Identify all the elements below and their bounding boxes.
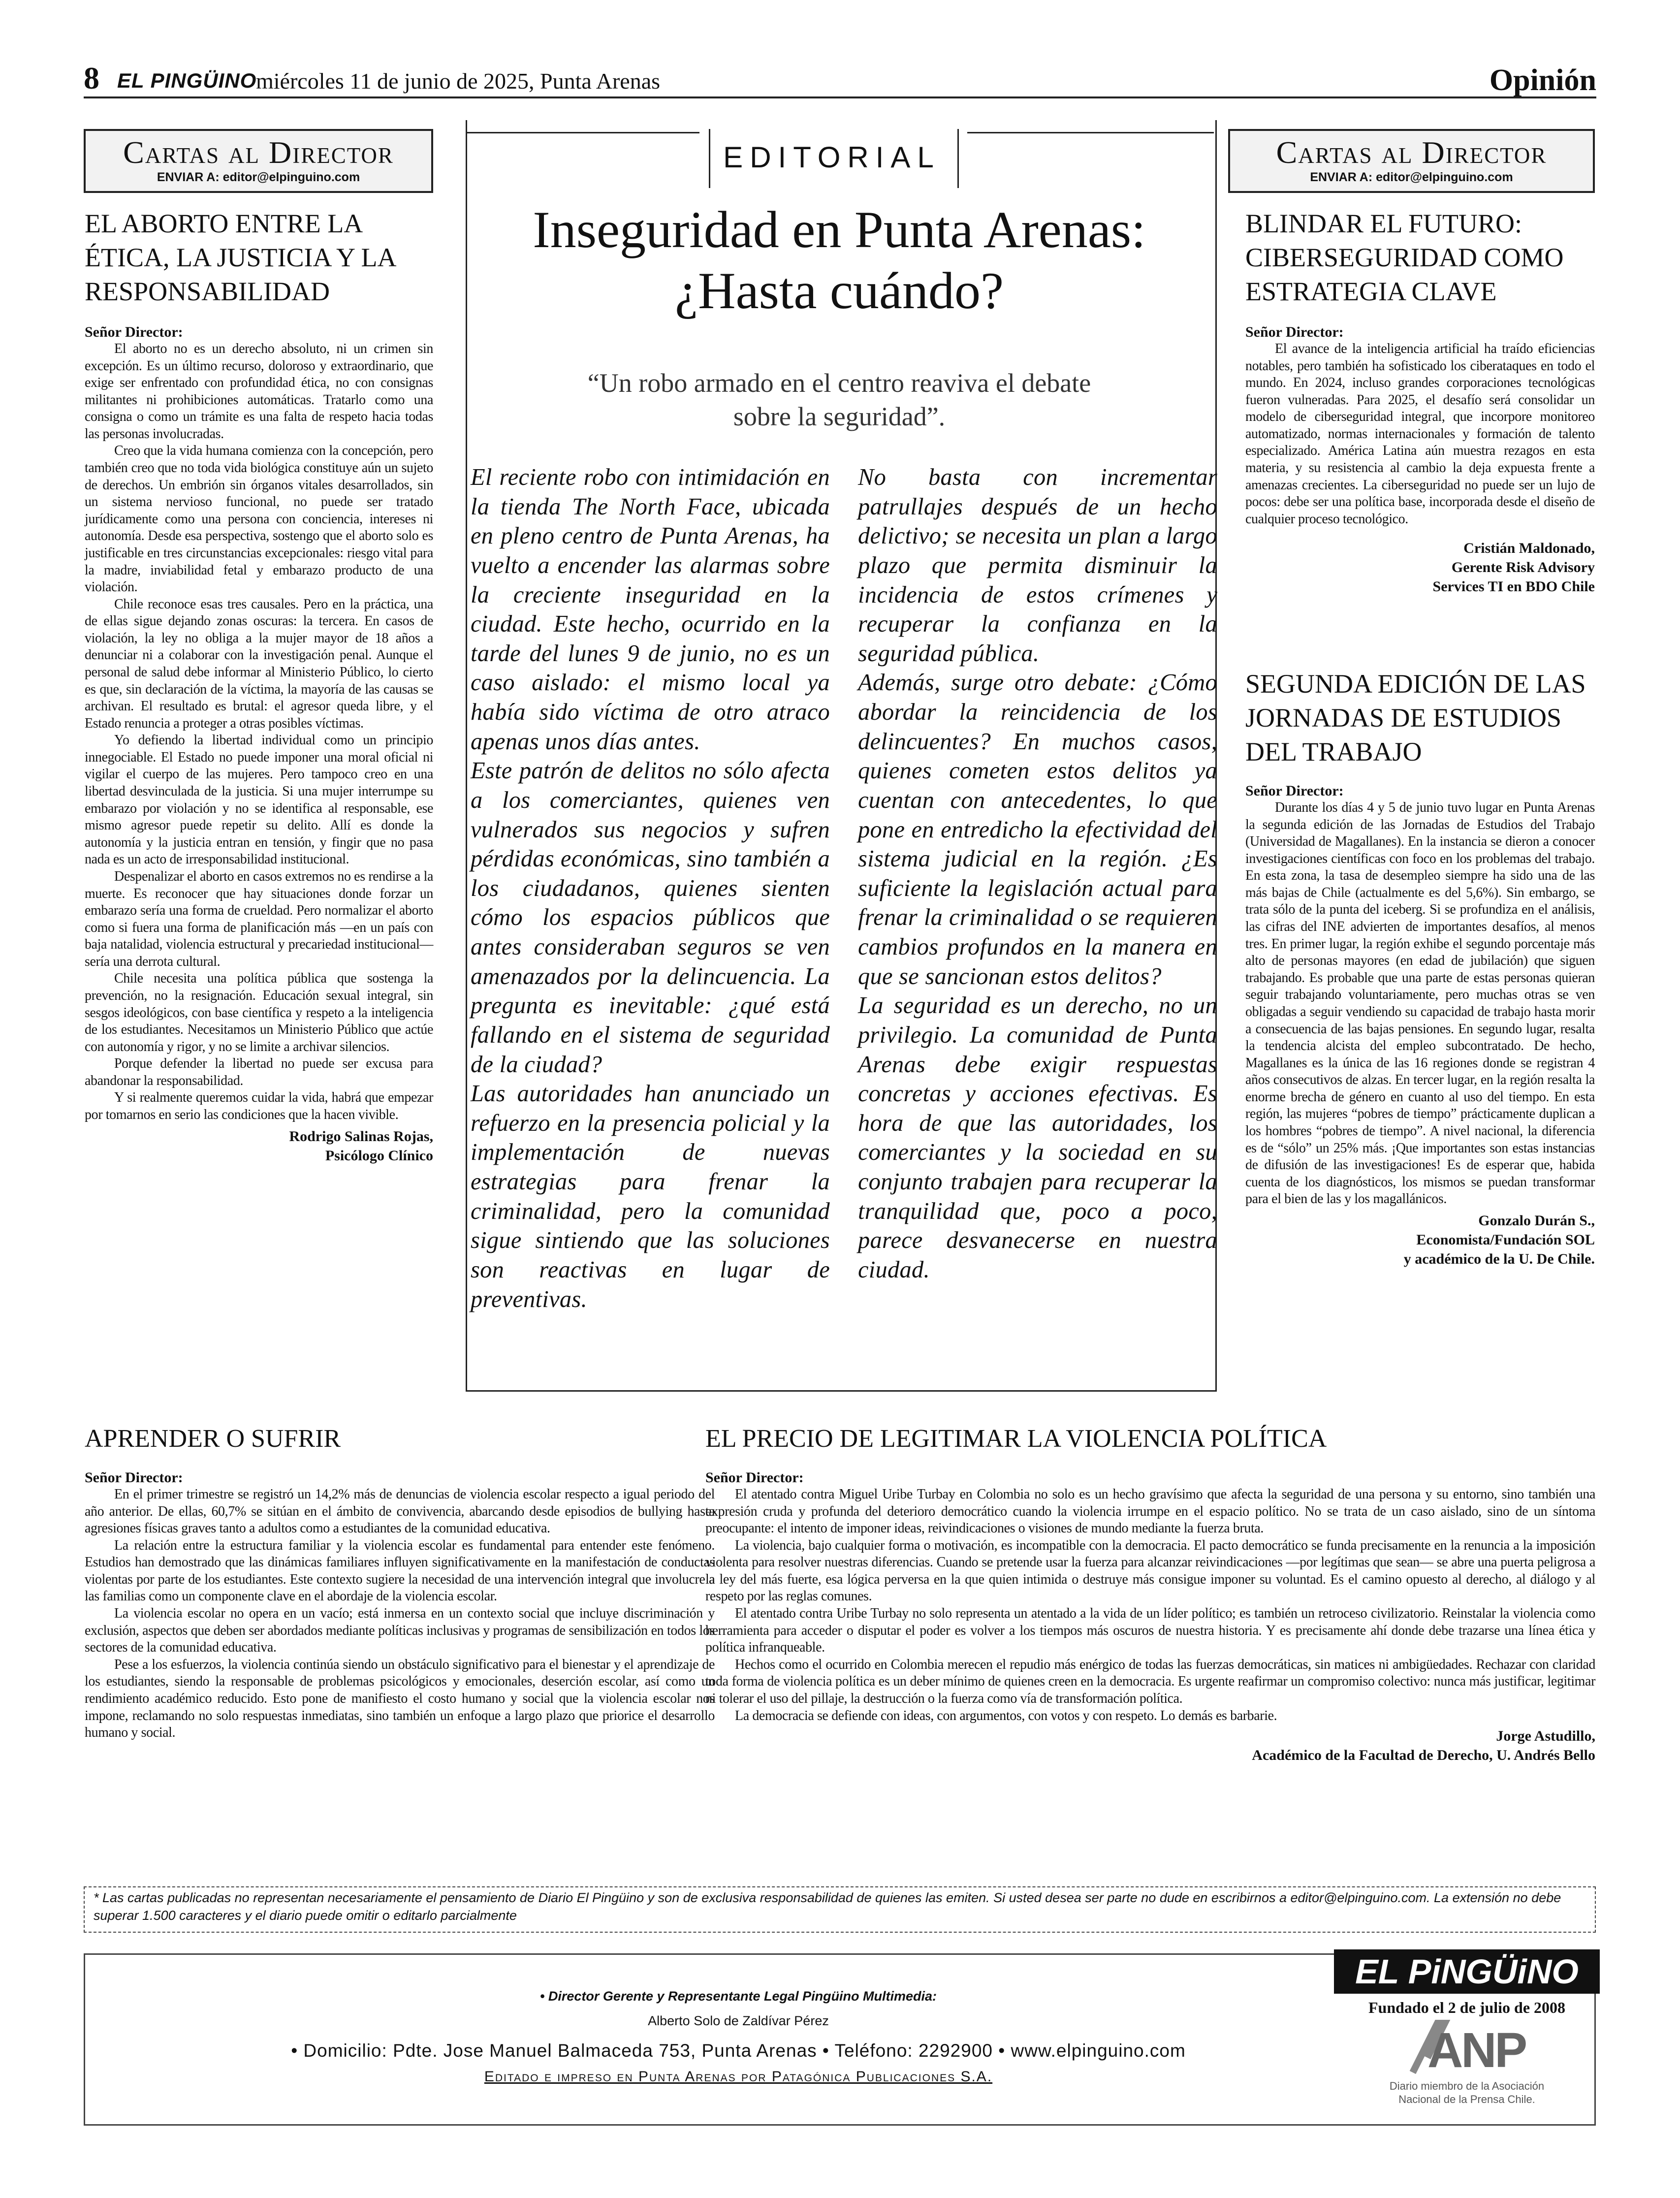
newspaper-logo: EL PINGÜINO xyxy=(117,69,257,92)
anp-logo-text: ANP xyxy=(1427,2023,1526,2078)
paragraph: En el primer trimestre se registró un 14,2% más de denuncias de violencia escolar respecto a igual periodo del año anterior. De ellas, 60,7% se sitúan en el ámbito de convivencia, abarcando desde episodios de bullying hasta agresiones físicas graves tanto a adultos como a estudiantes de la comunidad educativa. xyxy=(85,1487,715,1536)
signature-title: Gerente Risk Advisory xyxy=(1451,559,1595,576)
paragraph: Creo que la vida humana comienza con la concepción, pero también creo que no toda vida biológica constituye aún un sujeto de derechos. Un embrión sin órganos vitales desarrollados, sin un sistema nervioso funcional, no puede ser tratado jurídicamente como una persona con conciencia, intereses ni autonomía. Desde esa perspectiva, sostengo que el aborto solo es justificable en tres circunstancias excepcionales: riesgo vital para la madre, inviabilidad fetal y embarazo producto de una violación. xyxy=(85,443,433,595)
editorial-pull-quote: “Un robo armado en el centro reaviva el debate sobre la seguridad”. xyxy=(587,368,1091,431)
signature-title: Académico de la Facultad de Derecho, U. Andrés Bello xyxy=(1252,1747,1595,1764)
paragraph: Porque defender la libertad no puede ser excusa para abandonar la responsabilidad. xyxy=(85,1056,433,1088)
disclaimer: * Las cartas publicadas no representan necesariamente el pensamiento de Diario El Pingüino y son de exclusiva responsabilidad de quienes las emiten. Si usted desea ser parte no dude en escribirnos a editor@elpinguino.com. La extensión no debe superar 1.500 caracteres y el diario puede omitir o editarlo parcialmente xyxy=(84,1886,1596,1933)
paragraph: La seguridad es un derecho, no un privilegio. La comunidad de Punta Arenas debe exigir respuestas concretas y acciones efectivas. Es hora de que las autoridades, los comerciantes y la sociedad en su conjunto trabajen para recuperar la tranquilidad que, poco a poco, parece desvanecerse en nuestra ciudad. xyxy=(858,992,1217,1283)
letter-ciberseguridad xyxy=(1245,324,1595,596)
issue-date: miércoles 11 de junio de 2025, Punta Arenas xyxy=(256,68,661,94)
cartas-email: ENVIAR A: editor@elpinguino.com xyxy=(1310,170,1513,184)
anp-caption-2: Nacional de la Prensa Chile. xyxy=(1398,2093,1535,2105)
letter-jornadas xyxy=(1245,783,1595,1269)
editorial-column-2 xyxy=(858,463,1217,1285)
paragraph: Este patrón de delitos no sólo afecta a los comerciantes, quienes ven vulnerados sus negocios y sufren pérdidas económicas, sino también a los ciudadanos, quienes sienten cómo los espacios públicos que antes consideraban seguros se ven amenazados por la delincuencia. La pregunta es inevitable: ¿qué está fallando en el sistema de seguridad de la ciudad? xyxy=(471,758,830,1078)
salutation: Señor Director: xyxy=(85,1469,183,1486)
letter-headline: EL PRECIO DE LEGITIMAR LA VIOLENCIA POLÍTICA xyxy=(705,1425,1327,1453)
paragraph: Durante los días 4 y 5 de junio tuvo lugar en Punta Arenas la segunda edición de las Jornadas de Estudios del Trabajo (Universidad de Magallanes). En la instancia se dieron a conocer investigaciones científicas con foco en los problemas del trabajo. En esta zona, la tasa de desempleo siempre ha sido una de las más bajas de Chile (actualmente es del 5,6%). Sin embargo, se trata sólo de la punta del iceberg. Si se profundiza en el análisis, las cifras del INE advierten de importantes desafíos, al menos tres. En primer lugar, la región exhibe el segundo porcentaje más alto de personas mayores (en edad de jubilación) que siguen trabajando. Es probable que una parte de estas personas quieran seguir trabajando voluntariamente, pero muchas otras se ven obligadas a seguir vendiendo su capacidad de trabajo hasta morir a consecuencia de las bajas pensiones. En segundo lugar, resalta la tendencia alcista del empleo subcontratado. De hecho, Magallanes es la única de las 16 regiones donde se registran 4 años consecutivos de alzas. En tercer lugar, en la región resalta la enorme brecha de género en cuanto al uso del tiempo. En esta región, las mujeres “pobres de tiempo” prácticamente duplican a los hombres “pobres de tiempo”. A nivel nacional, la diferencia es de “sólo” un 25% más. ¡Que importantes son estas instancias de difusión de las investigaciones! Es de esperar que, habida cuenta de los diagnósticos, los mismos se puedan transformar para el bien de las y los magallánicos. xyxy=(1245,800,1595,1207)
page-number: 8 xyxy=(84,61,99,96)
letter-headline: BLINDAR EL FUTURO: CIBERSEGURIDAD COMO ESTRATEGIA CLAVE xyxy=(1245,209,1564,307)
editorial-rule-left xyxy=(466,132,699,133)
signature-title: Services TI en BDO Chile xyxy=(1432,578,1595,595)
cartas-title: Cartas al Director xyxy=(123,135,394,170)
paragraph: El atentado contra Uribe Turbay no solo representa un atentado a la vida de un líder político; es también un retroceso civilizatorio. Reinstalar la violencia como herramienta para acceder o disputar el poder es volver a los tiempos más oscuros de nuestra historia. Y es precisamente ahí donde debe trazarse una línea ética y política infranqueable. xyxy=(705,1606,1595,1656)
paragraph: Chile reconoce esas tres causales. Pero en la práctica, una de ellas sigue dejando zonas oscuras: la tercera. En casos de violación, la ley no obliga a la mujer mayor de 18 años a denunciar ni a colaborar con la investigación penal. Aunque el personal de salud debe informar al Ministerio Público, lo cierto es que, sin declaración de la víctima, la mayoría de las causas se archivan. El resultado es brutal: el agresor queda libre, y el Estado renuncia a proteger a otras posibles víctimas. xyxy=(85,596,433,731)
paragraph: El aborto no es un derecho absoluto, ni un crimen sin excepción. Es un último recurso, doloroso y extraordinario, que exige ser enfrentado con profundidad ética, no con consignas militantes ni prohibiciones automáticas. Tratarlo como una consigna o como un trámite es una falta de respeto hacia todas las personas involucradas. xyxy=(85,341,433,442)
letter-headline: APRENDER O SUFRIR xyxy=(85,1425,341,1453)
letter-aborto xyxy=(85,324,433,1165)
salutation: Señor Director: xyxy=(705,1469,804,1486)
paragraph: El reciente robo con intimidación en la tienda The North Face, ubicada en pleno centro de Punta Arenas, ha vuelto a encender las alarmas sobre la creciente inseguridad en la ciudad. Este hecho, ocurrido en la tarde del lunes 9 de junio, no es un caso aislado: el mismo local ya había sido víctima de otro atraco apenas unos días antes. xyxy=(471,464,830,755)
footer-address: • Domicilio: Pdte. Jose Manuel Balmaceda 753, Punta Arenas • Teléfono: 2292900 • www.elpinguino.com xyxy=(291,2040,1186,2061)
signature-title: Psicólogo Clínico xyxy=(325,1147,433,1164)
paragraph: Además, surge otro debate: ¿Cómo abordar la reincidencia de los delincuentes? En muchos casos, quienes cometen estos delitos ya cuentan con antecedentes, lo que pone en entredicho la efectividad del sistema judicial en la región. ¿Es suficiente la legislación actual para frenar la criminalidad o se requieren cambios profundos en la manera en que se sancionan estos delitos? xyxy=(858,669,1217,989)
header-rule xyxy=(84,96,1596,98)
paragraph: La democracia se defiende con ideas, con argumentos, con votos y con respeto. Lo demás es barbarie. xyxy=(735,1708,1277,1723)
footer-printer: Editado e impreso en Punta Arenas por Patagónica Publicaciones S.A. xyxy=(484,2069,993,2085)
salutation: Señor Director: xyxy=(85,324,183,340)
letter-headline: EL ABORTO ENTRE LA ÉTICA, LA JUSTICIA Y LA RESPONSABILIDAD xyxy=(85,209,395,307)
signature-title: Economista/Fundación SOL xyxy=(1416,1231,1595,1248)
footer-founded: Fundado el 2 de julio de 2008 xyxy=(1368,1999,1566,2016)
editorial-rule-right xyxy=(967,132,1214,133)
signature-name: Rodrigo Salinas Rojas, xyxy=(289,1128,433,1145)
editorial-title: Inseguridad en Punta Arenas: ¿Hasta cuándo? xyxy=(533,201,1146,320)
signature-title: y académico de la U. De Chile. xyxy=(1403,1250,1595,1267)
letter-body xyxy=(85,341,433,1124)
editorial-label-bar-right xyxy=(957,129,959,188)
paragraph: Yo defiendo la libertad individual como un principio innegociable. El Estado no puede imponer una moral oficial ni vigilar el cuerpo de las mujeres. Pero tampoco creo en una libertad desvinculada de la justicia. Si una mujer interrumpe su embarazo por violación y no se identifica al responsable, ese mismo agresor puede repetir su delito. Allí es donde la autonomía y la justicia entran en tensión, y fingir que no pasa nada es un acto de irresponsabilidad institucional. xyxy=(85,733,433,867)
letter-headline: SEGUNDA EDICIÓN DE LAS JORNADAS DE ESTUDIOS DEL TRABAJO xyxy=(1245,669,1586,767)
footer-director-name: Alberto Solo de Zaldívar Pérez xyxy=(648,2013,829,2028)
section-title: Opinión xyxy=(1489,64,1596,97)
paragraph: Pese a los esfuerzos, la violencia continúa siendo un obstáculo significativo para el bienestar y el aprendizaje de los estudiantes, siendo la responsable de problemas psicológicos y emocionales, deserción escolar, así como un rendimiento académico reducido. Esto pone de manifiesto el costo humano y social que la violencia escolar nos impone, reclamando no solo respuestas inmediatas, sino también un enfoque a largo plazo que priorice el desarrollo humano y social. xyxy=(85,1656,715,1741)
editorial-column-1 xyxy=(471,463,830,1314)
editorial-label: EDITORIAL xyxy=(723,141,941,174)
letter-violencia-politica xyxy=(705,1469,1595,1765)
paragraph: Despenalizar el aborto en casos extremos no es rendirse a la muerte. Es reconocer que hay situaciones donde forzar un embarazo sería una forma de crueldad. Pero normalizar el aborto como si fuera una forma de planificación más —en un país con baja natalidad, violencia estructural y precariedad institucional— sería una derrota cultural. xyxy=(85,868,433,969)
footer-logo: EL PiNGÜiNO xyxy=(1334,1949,1600,1994)
paragraph: Las autoridades han anunciado un refuerzo en la presencia policial y la implementación de nuevas estrategias para frenar la criminalidad, pero la comunidad sigue sintiendo que las soluciones son reactivas en lugar de preventivas. xyxy=(471,1081,830,1312)
paragraph: No basta con incrementar patrullajes después de un hecho delictivo; se necesita un plan a largo plazo que permita disminuir la incidencia de estos crímenes y recuperar la confianza en la seguridad pública. xyxy=(858,464,1217,667)
paragraph: El avance de la inteligencia artificial ha traído eficiencias notables, pero también ha sofisticado los ciberataques en todo el mundo. En 2024, incluso grandes corporaciones tecnológicas fueron vulneradas. Para 2025, el desafío será consolidar un modelo de ciberseguridad integral, que incorpore monitoreo automatizado, normas internacionales y formación de talento especializado. América Latina aún muestra rezagos en esta materia, y su resistencia al cambio la deja expuesta frente a amenazas crecientes. La ciberseguridad no puede ser un lujo de pocos: debe ser una política base, incorporada desde el diseño de cualquier proceso tecnológico. xyxy=(1245,341,1595,527)
paragraph: La violencia escolar no opera en un vacío; está inmersa en un contexto social que incluye discriminación y exclusión, aspectos que deben ser abordados mediante políticas inclusivas y programas de sensibilización en todos los sectores de la comunidad educativa. xyxy=(85,1606,715,1656)
salutation: Señor Director: xyxy=(1245,324,1344,340)
salutation: Señor Director: xyxy=(1245,783,1344,799)
cartas-email: ENVIAR A: editor@elpinguino.com xyxy=(157,170,360,184)
signature-name: Gonzalo Durán S., xyxy=(1478,1212,1595,1229)
paragraph: Hechos como el ocurrido en Colombia merecen el repudio más enérgico de todas las fuerzas democráticas, sin matices ni ambigüedades. Rechazar con claridad toda forma de violencia política es un deber mínimo de quienes creen en la democracia. Es urgente reafirmar un compromiso colectivo: nunca más justificar, legitimar ni tolerar el uso del pillaje, la destrucción o la fuerza como vía de transformación política. xyxy=(705,1656,1595,1706)
signature-name: Cristián Maldonado, xyxy=(1463,540,1595,557)
paragraph: El atentado contra Miguel Uribe Turbay en Colombia no solo es un hecho gravísimo que afecta la seguridad de una persona y su entorno, sino también una expresión cruda y profunda del deterioro democrático cuando la violencia irrumpe en el espacio político. No se trata de un caso aislado, sino de un síntoma preocupante: el intento de imponer ideas, reivindicaciones o visiones de mundo mediante la fuerza bruta. xyxy=(705,1487,1595,1536)
anp-caption-1: Diario miembro de la Asociación xyxy=(1389,2080,1545,2092)
signature-name: Jorge Astudillo, xyxy=(1496,1728,1595,1745)
footer-director-label: • Director Gerente y Representante Legal Pingüino Multimedia: xyxy=(539,1989,937,2004)
paragraph: La relación entre la estructura familiar y la violencia escolar es fundamental para entender este fenómeno. Estudios han demostrado que las dinámicas familiares influyen significativamente en la manifestación de conductas violentas por parte de los estudiantes. Este contexto sugiere la necesidad de una intervención integral que involucre a las familias como un componente clave en el abordaje de la violencia escolar. xyxy=(85,1537,715,1604)
letter-body xyxy=(85,1486,715,1742)
letter-body xyxy=(705,1486,1595,1724)
cartas-header-right xyxy=(1228,129,1595,193)
letter-body xyxy=(1245,341,1595,528)
paragraph: Chile necesita una política pública que sostenga la prevención, no la resignación. Educación sexual integral, sin sesgos ideológicos, con base científica y respeto a la inteligencia de los estudiantes. Necesitamos un Ministerio Público que actúe con autonomía y rigor, y no se limite a archivar silencios. xyxy=(85,971,433,1054)
anp-logo xyxy=(1408,2018,1526,2078)
letter-violencia-escolar xyxy=(85,1469,715,1742)
letter-body xyxy=(1245,799,1595,1208)
cartas-header-left xyxy=(84,129,433,193)
cartas-title: Cartas al Director xyxy=(1276,135,1547,170)
paragraph: Y si realmente queremos cuidar la vida, habrá que empezar por tomarnos en serio las condiciones que la hacen vivible. xyxy=(85,1090,433,1123)
paragraph: La violencia, bajo cualquier forma o motivación, es incompatible con la democracia. El pacto democrático se funda precisamente en la renuncia a la imposición violenta para resolver nuestras diferencias. Cuando se pretende usar la fuerza para alcanzar reivindicaciones —por legítimas que sean— se abre una puerta peligrosa a la ley del más fuerte, esa lógica perversa en la que quien intimida o destruye más consigue imponer su voluntad. Es el camino opuesto al derecho, al diálogo y al respeto por las reglas comunes. xyxy=(705,1537,1595,1604)
